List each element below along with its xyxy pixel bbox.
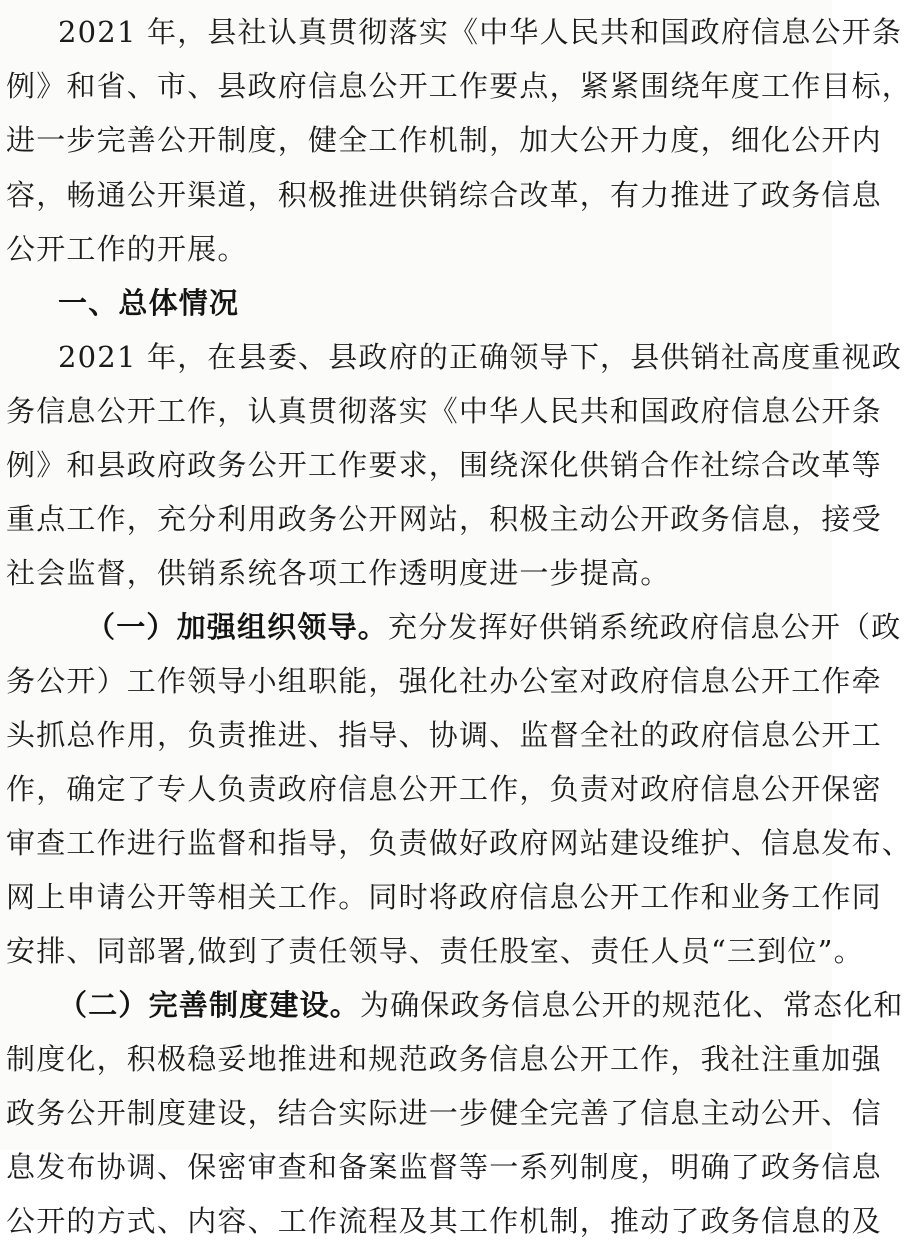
section-p1-line-5: 社会监督，供销系统各项工作透明度进一步提高。	[6, 556, 671, 590]
intro-line-4: 容，畅通公开渠道，积极推进供销综合改革，有力推进了政务信息	[6, 178, 882, 212]
section-heading: 一、总体情况	[58, 286, 240, 320]
item1-line-3: 头抓总作用，负责推进、指导、协调、监督全社的政府信息公开工	[6, 718, 882, 752]
section-p1-line-2: 务信息公开工作，认真贯彻落实《中华人民共和国政府信息公开条	[6, 394, 882, 428]
item1-title: （一）加强组织领导。	[86, 610, 389, 644]
section-p1-line-4: 重点工作，充分利用政务公开网站，积极主动公开政务信息，接受	[6, 502, 882, 536]
item2-line-2: 制度化，积极稳妥地推进和规范政务信息公开工作，我社注重加强	[6, 1042, 882, 1076]
item1-line-1-text: 充分发挥好供销系统政府信息公开（政	[388, 610, 902, 644]
section-p1-line-3: 例》和县政府政务公开工作要求，围绕深化供销合作社综合改革等	[6, 448, 882, 482]
intro-line-2: 例》和省、市、县政府信息公开工作要点，紧紧围绕年度工作目标，	[6, 69, 913, 103]
intro-line-3: 进一步完善公开制度，健全工作机制，加大公开力度，细化公开内	[6, 123, 882, 157]
item2-line-1	[0, 978, 904, 1032]
item2-line-1-text: 为确保政务信息公开的规范化、常态化和	[360, 988, 904, 1022]
item1-line-1	[0, 600, 918, 654]
section-p1-line-1: 2021 年，在县委、县政府的正确领导下，县供销社高度重视政	[58, 340, 903, 374]
intro-line-1: 2021 年，县社认真贯彻落实《中华人民共和国政府信息公开条	[58, 15, 903, 49]
item2-line-4: 息发布协调、保密审查和备案监督等一系列制度，明确了政务信息	[6, 1150, 882, 1184]
item1-line-5: 审查工作进行监督和指导，负责做好政府网站建设维护、信息发布、	[6, 826, 913, 860]
item2-line-5: 公开的方式、内容、工作流程及其工作机制，推动了政务信息的及	[6, 1204, 882, 1238]
item1-line-4: 作，确定了专人负责政府信息公开工作，负责对政府信息公开保密	[6, 772, 882, 806]
intro-line-5: 公开工作的开展。	[6, 232, 248, 266]
item1-line-2: 务公开）工作领导小组职能，强化社办公室对政府信息公开工作牵	[6, 664, 882, 698]
item1-line-6: 网上申请公开等相关工作。同时将政府信息公开工作和业务工作同	[6, 880, 882, 914]
item2-title: （二）完善制度建设。	[58, 988, 361, 1022]
item1-line-7: 安排、同部署,做到了责任领导、责任股室、责任人员“三到位”。	[6, 934, 864, 968]
item2-line-3: 政务公开制度建设，结合实际进一步健全完善了信息主动公开、信	[6, 1096, 882, 1130]
